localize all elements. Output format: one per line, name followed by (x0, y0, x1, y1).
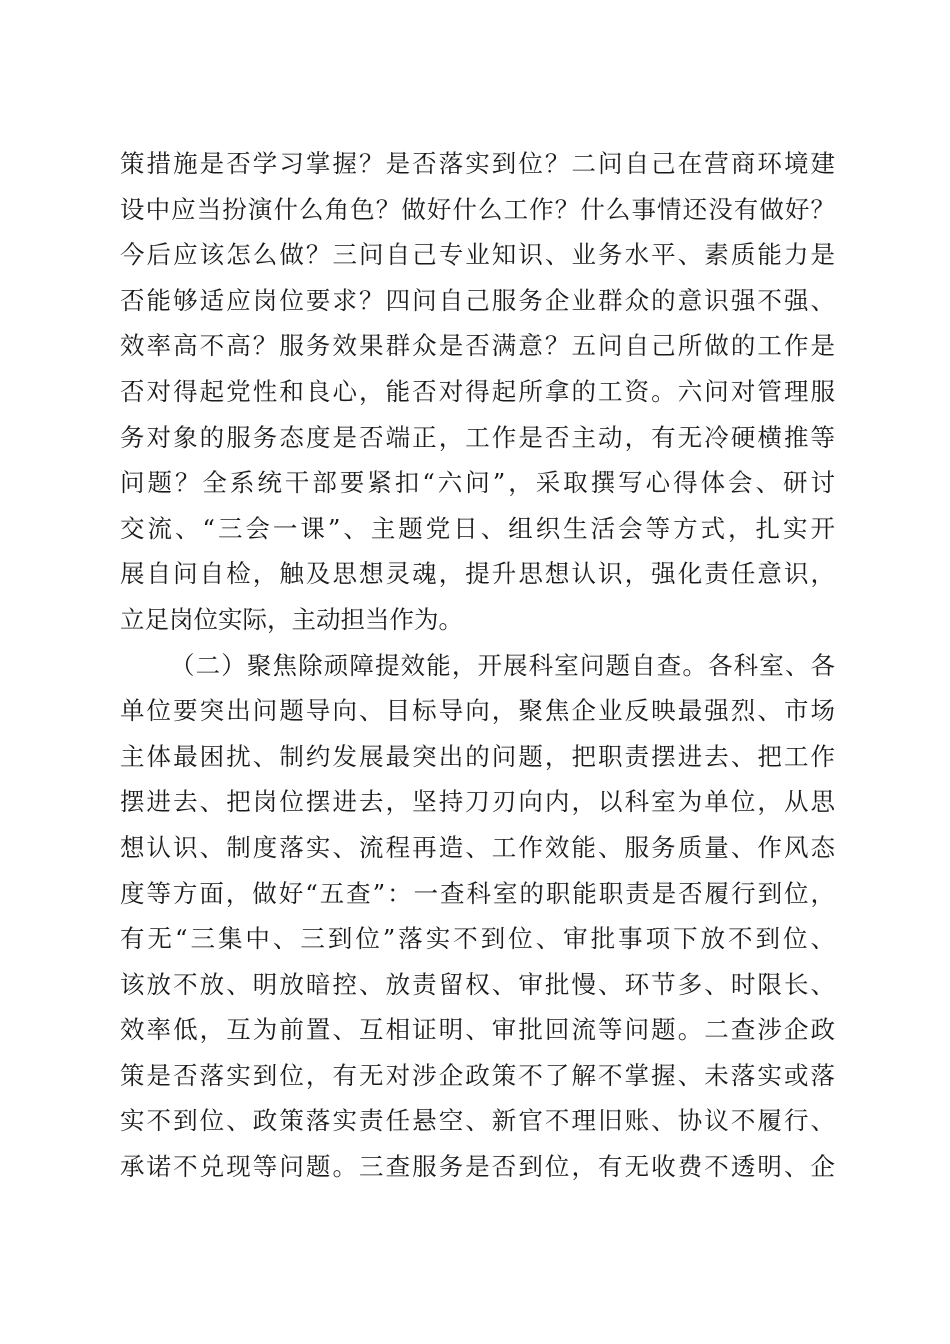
text-line: 效率高不高？服务效果群众是否满意？五问自己所做的工作是 (120, 331, 835, 361)
text-line: 想认识、制度落实、流程再造、工作效能、服务质量、作风态 (120, 832, 835, 862)
text-line: 问题？全系统干部要紧扣“六问”，采取撰写心得体会、研讨 (120, 468, 835, 498)
text-line: 务对象的服务态度是否端正，工作是否主动，有无冷硬横推等 (120, 422, 835, 452)
text-line: 单位要突出问题导向、目标导向，聚焦企业反映最强烈、市场 (120, 696, 835, 726)
text-line: 摆进去、把岗位摆进去，坚持刀刃向内，以科室为单位，从思 (120, 787, 835, 817)
text-line: 度等方面，做好“五查”：一查科室的职能职责是否履行到位， (120, 878, 835, 908)
text-line: 策是否落实到位，有无对涉企政策不了解不掌握、未落实或落 (120, 1060, 835, 1090)
text-line: 今后应该怎么做？三问自己专业知识、业务水平、素质能力是 (120, 240, 835, 270)
text-line: 策措施是否学习掌握？是否落实到位？二问自己在营商环境建 (120, 149, 835, 178)
text-line: 该放不放、明放暗控、放责留权、审批慢、环节多、时限长、 (120, 969, 835, 999)
text-line: 效率低，互为前置、互相证明、审批回流等问题。二查涉企政 (120, 1015, 835, 1045)
text-line: 承诺不兑现等问题。三查服务是否到位，有无收费不透明、企 (120, 1152, 835, 1182)
text-line: 主体最困扰、制约发展最突出的问题，把职责摆进去、把工作 (120, 741, 835, 771)
text-line: 设中应当扮演什么角色？做好什么工作？什么事情还没有做好？ (120, 194, 835, 224)
text-line: 展自问自检，触及思想灵魂，提升思想认识，强化责任意识， (120, 559, 835, 589)
text-line: 否对得起党性和良心，能否对得起所拿的工资。六问对管理服 (120, 376, 835, 406)
text-line: 交流、“三会一课”、主题党日、组织生活会等方式，扎实开 (120, 513, 835, 543)
section-heading-line: （二）聚焦除顽障提效能，开展科室问题自查。各科室、各 (170, 650, 835, 680)
text-line: 立足岗位实际，主动担当作为。 (120, 604, 463, 634)
text-line: 实不到位、政策落实责任悬空、新官不理旧账、协议不履行、 (120, 1106, 835, 1136)
text-line: 有无“三集中、三到位”落实不到位、审批事项下放不到位、 (120, 924, 835, 954)
text-line: 否能够适应岗位要求？四问自己服务企业群众的意识强不强、 (120, 285, 835, 315)
body-text (120, 141, 835, 1190)
